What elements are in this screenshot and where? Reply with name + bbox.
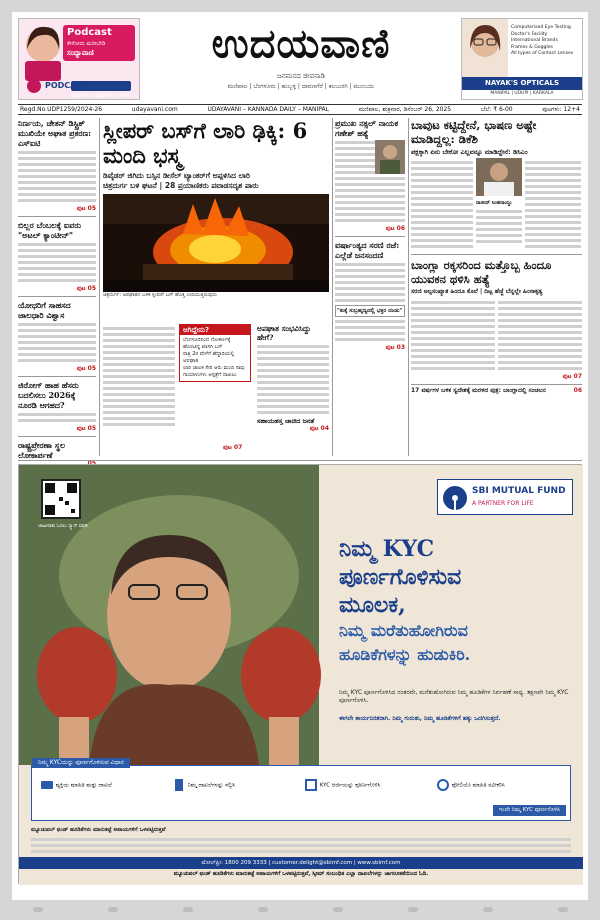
page-ref: 06 [573, 387, 582, 394]
page-ref[interactable]: ಪುಟ 05 [76, 425, 96, 432]
kyc-step-label: KYC ಅರ್ಜಿಯನ್ನು ಪೂರ್ಣಗೊಳಿಸಿ [319, 782, 381, 789]
what-happened-box [179, 324, 251, 382]
page-ref[interactable]: ಪುಟ 05 [76, 285, 96, 292]
lead-side-foot[interactable]: ಸಹಾಯಹಸ್ತ ಚಾಚಿದ ಜನತೆ [257, 417, 315, 425]
kyc-step-label: ಫೋಲಿಯೊ ಮಾಹಿತಿ ನವೀಕರಿಸಿ [451, 782, 505, 789]
box-item: ಬೆಂಗಳೂರಿನಿಂದ ಗೋಕರ್ಣಕ್ಕೆ ಹೊರಟಿದ್ದ ಖಾಸಗಿ ಬಸ್ [183, 337, 231, 350]
fine-print-body [31, 835, 571, 856]
naxal-headline[interactable]: ಪ್ರಮುಖ ನಕ್ಸಲ್ ನಾಯಕ ಗಣೇಶ್ ಹತ್ಯೆ [335, 118, 399, 138]
nayak-ad-brand: NAYAK'S OPTICALS [462, 77, 582, 90]
ad-line-2: ಪೂರ್ಣಗೊಳಿಸುವ [339, 564, 462, 590]
page-count: ಪುಟಗಳು: 12+4 [542, 105, 580, 113]
middle-column [335, 118, 405, 458]
podcast-ad[interactable] [18, 18, 140, 100]
ad-line-1: ನಿಮ್ಮ KYC [339, 536, 435, 562]
podcast-ad-brand: PODCAST [45, 81, 88, 90]
lead-body-col [103, 324, 175, 429]
registration-mark [558, 907, 568, 912]
refresh-icon [436, 778, 450, 792]
holiday-headline[interactable]: ವರ್ಷಾಂತ್ಯದ ಸರಣಿ ರಜೆ: ಎಲ್ಲೆಡೆ ಜನಸಂದಣಿ [335, 240, 400, 260]
lead-deck-2: ಚಿತ್ರದುರ್ಗ ಬಳಿ ಘಟನೆ [103, 181, 157, 190]
brief-body [18, 243, 96, 282]
ad-cta: ಈಗಲೇ ಕಾರ್ಯನಿರತರಾಗಿ. ನಿಮ್ಮ ಗುರುತು, ನಿಮ್ಮ ಹೂಡಿಕೆಗಳಿಗೆ ಹಕ್ಕು ಒದಗಿಸುತ್ತದೆ. [339, 715, 501, 722]
registration-mark [108, 907, 118, 912]
kyc-step [40, 778, 160, 792]
page-ref[interactable]: ಪುಟ 03 [385, 344, 405, 351]
page-ref[interactable]: ಪುಟ 07 [223, 444, 243, 451]
column-divider [99, 118, 100, 456]
brief-body [18, 323, 96, 362]
qr-code-icon [43, 481, 79, 517]
dateline-bar [18, 104, 582, 115]
box-item: ಲಾರಿ ಚಾಲಕ ಸೇರಿ ಆರು ಮಂದಿ ಸಾವು [183, 365, 245, 371]
page-ref[interactable]: ಪುಟ 04 [309, 425, 329, 432]
brief-body [18, 151, 96, 202]
document-icon [172, 778, 186, 792]
left-briefs-column [18, 118, 96, 458]
bus-fire-photo[interactable] [103, 194, 329, 292]
lead-story [103, 118, 329, 458]
nayak-service-item: All types of Contact Lenses [511, 51, 574, 57]
podcast-ad-subtitle: ಕೇಳೋದು ಮರೀಬೇಡಿ [67, 41, 106, 47]
registration-mark [33, 907, 43, 912]
ad-line-5: ಹೂಡಿಕೆಗಳನ್ನು ಹುಡುಕಿರಿ. [339, 645, 471, 664]
steps-title: ನಿಮ್ಮ KYCಯನ್ನು ಪೂರ್ಣಗೊಳಿಸುವ ವಿಧಾನ [32, 758, 130, 768]
newspaper-page [12, 12, 588, 900]
ad-disclaimer: ಮ್ಯೂಚುವಲ್ ಫಂಡ್ ಹೂಡಿಕೆಗಳು ಮಾರುಕಟ್ಟೆ ಅಪಾಯಗಳಿಗೆ ಒಳಪಟ್ಟಿರುತ್ತವೆ, ಸ್ಕೀಮ್ ಸಂಬಂಧಿತ ಎಲ್ಲಾ ದಾಖಲೆಗಳನ್ನು ಜಾಗರೂಕತೆಯಿಂದ ಓದಿ. [173, 871, 429, 877]
teaser-text: 17 ವರ್ಷಗಳ ಬಳಿಕ ಸ್ವದೇಶಕ್ಕೆ ಮರಳಿದ ಪುತ್ರ: ಬಾಂಗ್ಲಾದಲ್ಲಿ ಸಂಚಲನ [411, 387, 546, 394]
brief-headline[interactable]: ನಿರ್ಣಯ, ಚೇತನ್‌ ಡಿಸ್ಟ್ರಿಕ್ ಮುಖಿಯೇ ಅಘಾತ ಪ್ರಕರಣ: ಎಸ್‌ಐಟಿ [18, 118, 92, 148]
column-divider [332, 118, 333, 456]
masthead [146, 16, 456, 102]
masthead-title: ಉದಯವಾಣಿ [211, 20, 391, 67]
issue-price: ಬೆಲೆ: ₹ 6-00 [480, 105, 513, 113]
nayak-ad-services [511, 25, 581, 58]
sbi-logo-icon [442, 485, 468, 511]
ad-line-4: ನಿಮ್ಮ ಮರೆತುಹೋಗಿರುವ [339, 621, 468, 640]
registration-mark [483, 907, 493, 912]
fold-divider [18, 460, 582, 461]
podcast-ad-title: Podcast [67, 27, 112, 38]
kyc-step [304, 778, 424, 792]
ad-body: ನಿಮ್ಮ KYC ಪೂರ್ಣಗೊಳಿಸಿದ ನಂತರವೇ, ಮರೆತುಹೋಗಿರುವ ನಿಮ್ಮ ಹೂಡಿಕೆಗಳ ನಿರ್ವಹಣೆ ಸಾಧ್ಯ. ತಕ್ಷಣವೇ ನಿಮ್ಮ KYC ಪೂರ್ಣಗೊಳಿಸಿ. [339, 689, 569, 704]
sbi-tagline: A PARTNER FOR LIFE [472, 500, 534, 507]
ad-artwork [19, 465, 583, 885]
page-ref[interactable]: ಪುಟ 06 [385, 225, 405, 232]
nayak-opticals-ad[interactable] [461, 18, 583, 100]
qr-code[interactable] [41, 479, 81, 519]
kyc-step-label: ನಿಮ್ಮ ದಾಖಲೆಗಳನ್ನು ಸಲ್ಲಿಸಿ [187, 782, 236, 789]
dks-deck: ಪಕ್ಷಕ್ಕಾಗಿ ಏನು ಬೇಕೋ ಎಲ್ಲವನ್ನೂ ಮಾಡಿದ್ದೇನೆ: ಡಿಸಿಎಂ [411, 148, 528, 156]
registration-mark [258, 907, 268, 912]
fine-print-title: ಮ್ಯೂಚುವಲ್ ಫಂಡ್ ಹೂಡಿಕೆಗಳು ಮಾರುಕಟ್ಟೆ ಅಪಾಯಗಳಿಗೆ ಒಳಪಟ್ಟಿರುತ್ತವೆ [31, 827, 166, 833]
masthead-editions: ಮಣಿಪಾಲ | ಬೆಂಗಳೂರು | ಹುಬ್ಬಳ್ಳಿ | ದಾವಣಗೆರೆ | ಕಲಬುರಗಿ | ಮುಂಬಯಿ [227, 83, 375, 90]
paper-name: UDAYAVANI – KANNADA DAILY – MANIPAL [207, 106, 329, 113]
nayak-service-item: Doctor's Facility [511, 31, 548, 37]
ad-line-3: ಮೂಲಕ, [339, 592, 406, 618]
brief-headline[interactable]: ಯೋಧರಿಗೆ ಸಾಹಸದ ಜಾಲಧಾರಿ ವಿಶ್ವಾಸ [18, 300, 71, 320]
naxal-photo [375, 140, 405, 174]
registration-number: Regd.No.UDP1259/2024-26 [20, 106, 103, 113]
sbi-logo[interactable] [437, 479, 573, 515]
print-registration-marks [0, 902, 600, 916]
brief-headline[interactable]: ಜಿರೋಗ್ ಹಾಹ ಹೆಸರು ಬದಲಿಸಲು 2026ಕ್ಕೆ ನೂರಡಿ ಆಗಹದ? [18, 380, 79, 410]
dks-headline[interactable]: ಬಾವುಟ ಕಟ್ಟಿದ್ದೇನೆ, ಭಾಷಣ ಅಷ್ಟೇ ಮಾಡಿದ್ದಲ್ಲ: ಡಿಕೆಶಿ [411, 118, 537, 146]
sbi-mutual-fund-ad[interactable] [18, 464, 582, 884]
nayak-service-item: International Brands [511, 38, 558, 44]
podcast-ad-name: ಸಂಧ್ಯಾವಾಣಿ [67, 49, 94, 57]
bangla-deck: ಸರಣಿ ಅಲ್ಪಸಂಖ್ಯಾತ ಹಿಂದೂ ಕೊಲೆ | ದಿಟ್ಟ ಹೆಜ್ಜೆ ಬೆನ್ನಲ್ಲೇ ಹಿಂಸಾಕೃತ್ಯ [411, 288, 543, 295]
nayak-service-item: Computerised Eye Testing [511, 25, 571, 30]
lead-deck: ಡಿವೈಡರ್ ಜಿಗಿದು ಬಸ್ಸಿನ ಡೀಸೆಲ್ ಟ್ಯಾಂಕರ್‌ಗೆ ಅಪ್ಪಳಿಸಿದ ಲಾರಿ ಚಿತ್ರದುರ್ಗ ಬಳಿ ಘಟನೆ | 28 ಪ್ರಯಾಣಿಕರು ಪವಾಡಸದೃಶ ಪಾರು [103, 171, 329, 191]
registration-mark [408, 907, 418, 912]
page-ref[interactable]: ಪುಟ 07 [562, 373, 582, 380]
lead-deck-3: 28 ಪ್ರಯಾಣಿಕರು ಪವಾಡಸದೃಶ ಪಾರು [164, 181, 259, 190]
kyc-step [172, 778, 292, 792]
nayak-ad-cities: MANIPAL | UDUPI | KARKALA [490, 91, 554, 96]
masthead-tagline: ಜನಮನದ ಜೀವನಾಡಿ [277, 72, 325, 80]
registration-mark [183, 907, 193, 912]
page-ref[interactable]: ಪುಟ 05 [76, 365, 96, 372]
column-divider [408, 118, 409, 456]
nayak-service-item: Frames & Goggles [511, 44, 553, 50]
id-card-icon [40, 778, 54, 792]
lead-side-headline[interactable]: ಅಪಘಾತ ಸಂಭವಿಸಿದ್ದು ಹೇಗೆ? [257, 324, 311, 342]
ad-contact-bar[interactable]: ಟೋಲ್‌ಫ್ರೀ: 1800 209 3333 | customer.delight@sbimf.com | www.sbimf.com [19, 857, 583, 869]
right-column [411, 118, 582, 458]
registration-mark [333, 907, 343, 912]
box-item: ರಾತ್ರಿ 2ರ ವೇಳೆಗೆ ಹೆದ್ದಾರಿಯಲ್ಲಿ ಅಪಘಾತ [183, 351, 235, 364]
brief-headline[interactable]: ಬಿಲ್ಲರ ಬೆಂಬಲಕ್ಕೆ ಐವರು "ಅಟಲ್ ಕ್ಯಾಂಟೀನ್" [18, 220, 82, 240]
box-item: ಗಾಯಾಳುಗಳು ಆಸ್ಪತ್ರೆಗೆ ದಾಖಲು [183, 372, 237, 378]
lead-side-story [257, 324, 329, 433]
brief-body [18, 413, 96, 422]
issue-date: ಮಣಿಪಾಲ, ಶುಕ್ರವಾರ, ಡಿಸೆಂಬರ್ 26, 2025 [358, 105, 452, 113]
kyc-steps-cta[interactable]: ಇಂದೇ ನಿಮ್ಮ KYC ಪೂರ್ಣಗೊಳಿಸಿ [493, 805, 566, 816]
podcast-ad-url[interactable]: podcast.udayavani.com [71, 93, 131, 99]
lead-headline[interactable]: ಸ್ಲೀಪರ್ ಬಸ್‌ಗೆ ಲಾರಿ ಢಿಕ್ಕಿ: 6 ಮಂದಿ ಭಸ್ಮ [103, 118, 308, 168]
teaser-strip[interactable] [411, 384, 582, 395]
kyc-step-label: ವ್ಯಕ್ತಿಯ ಮಾಹಿತಿ ಮತ್ತು ದಾಖಲೆ [55, 782, 112, 789]
box-title: ಆಗಿದ್ದೇನು? [180, 325, 250, 335]
kyc-steps-band [31, 759, 571, 821]
kyc-step [436, 778, 566, 792]
lead-deck-1: ಡಿವೈಡರ್ ಜಿಗಿದು ಬಸ್ಸಿನ ಡೀಸೆಲ್ ಟ್ಯಾಂಕರ್‌ಗೆ ಅಪ್ಪಳಿಸಿದ ಲಾರಿ [103, 171, 250, 180]
dks-photo-name: ರಾಜೀವ್ ಸಿಂಹನಾಯ್ಡು [476, 200, 513, 206]
ad-headline [339, 535, 575, 667]
form-icon [304, 778, 318, 792]
sbi-brand: SBI MUTUAL FUND [472, 486, 566, 496]
bangla-headline[interactable]: ಬಾಂಗ್ಲಾ ರಕ್ಕಸರಿಂದ ಮತ್ತೊಬ್ಬ ಹಿಂದೂ ಯುವಕನ ಥಳಿಸಿ ಹತ್ಯೆ [411, 258, 552, 286]
dks-photo [476, 158, 522, 196]
qr-caption: ಜಾಹೀರಾತು ಓದಲು ಸ್ಕ್ಯಾನ್ ಮಾಡಿ [38, 524, 88, 529]
website-link[interactable]: udayavani.com [131, 106, 178, 113]
photo-caption: ಚಿತ್ರದುರ್ಗ: ಅಪಘಾತದ ಬಳಿಕ ಸ್ಲೀಪರ್ ಬಸ್ ಹೊತ್ತಿ ಉರಿಯುತ್ತಿರುವುದು [103, 292, 217, 298]
page-ref[interactable]: ಪುಟ 05 [76, 205, 96, 212]
holiday-quote: "ಕುಕ್ಕೆ ಸುಬ್ರಹ್ಮಣ್ಯದಲ್ಲಿ ಭಕ್ತರ ದಂಡು" [335, 305, 405, 317]
brief-headline[interactable]: ರಾಷ್ಟ್ರಪ್ರೇರಣಾ ಸ್ಥಲ ಲೋಕಾರ್ಪಣೆ [18, 440, 66, 460]
